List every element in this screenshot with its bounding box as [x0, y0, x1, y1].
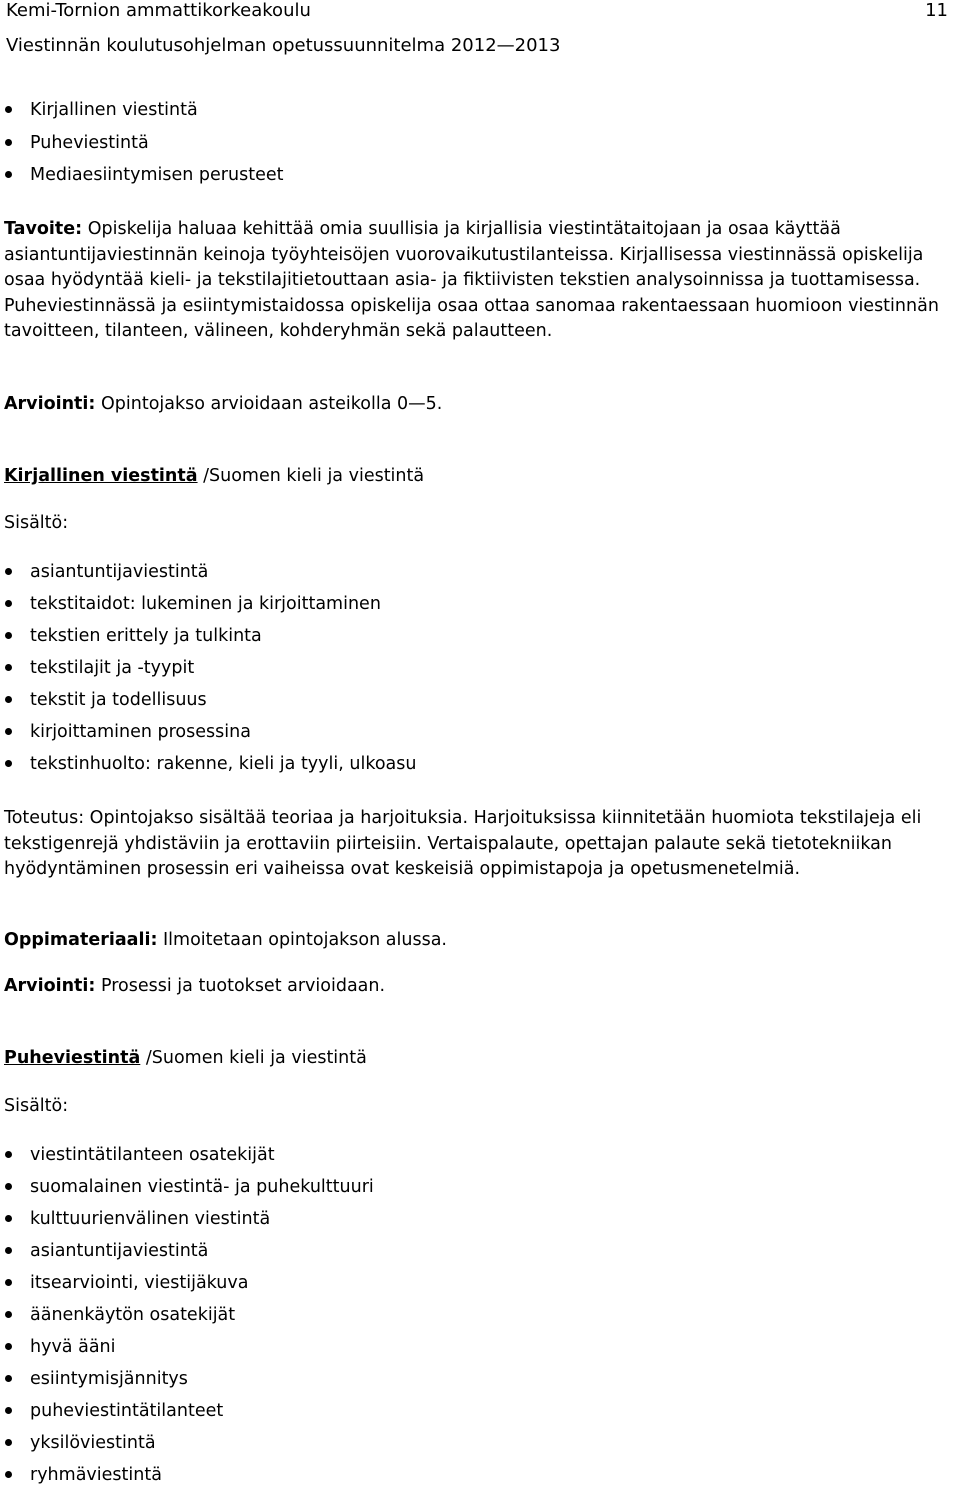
- list-item: viestintätilanteen osatekijät: [0, 1139, 374, 1171]
- list-item: Kirjallinen viestintä: [0, 94, 283, 127]
- materials-label: Oppimateriaali:: [4, 930, 158, 950]
- written-implementation-paragraph: Toteutus: Opintojakso sisältää teoriaa ja harjoituksia. Harjoituksissa kiinnitetään huomiota tekstilajeja eli tekstigenrejä yhdistäviin ja erottaviin piirteisiin. Vertaispalaute, opettajan palaute sekä tietotekniikan hyödyntäminen prosessin eri vaiheissa ovat keskeisiä oppimistapoja ja opetusmenetelmiä.: [4, 808, 922, 880]
- list-item: asiantuntijaviestintä: [0, 556, 416, 588]
- oral-content-list: [0, 1139, 374, 1491]
- list-item: tekstit ja todellisuus: [0, 684, 416, 716]
- assessment-text: Opintojakso arvioidaan asteikolla 0—5.: [95, 394, 443, 414]
- list-item: Mediaesiintymisen perusteet: [0, 159, 283, 192]
- written-assessment-line: [4, 976, 385, 996]
- list-item: suomalainen viestintä- ja puhekulttuuri: [0, 1171, 374, 1203]
- written-assessment-text: Prosessi ja tuotokset arvioidaan.: [95, 976, 386, 996]
- written-assessment-label: Arviointi:: [4, 976, 96, 996]
- oral-content-label: Sisältö:: [4, 1096, 69, 1116]
- written-section-heading: [4, 466, 424, 486]
- written-content-list: [0, 556, 416, 780]
- written-section-subject: /Suomen kieli ja viestintä: [197, 466, 425, 486]
- list-item: puheviestintätilanteet: [0, 1395, 374, 1427]
- intro-course-list: [0, 94, 283, 192]
- assessment-line: [4, 394, 442, 414]
- written-materials-line: [4, 930, 447, 950]
- list-item: kirjoittaminen prosessina: [0, 716, 416, 748]
- list-item: hyvä ääni: [0, 1331, 374, 1363]
- goal-label: Tavoite:: [4, 219, 83, 239]
- goal-text: Opiskelija haluaa kehittää omia suullisia ja kirjallisia viestintätaitojaan ja osaa käyttää asiantuntijaviestinnän keinoja työyhteisöjen vuorovaikutustilanteissa. Kirjallisessa viestinnässä opiskelija osaa hyödyntää kieli- ja tekstilajitietouttaan asia- ja fiktiivisten tekstien analysoinnissa ja tuottamisessa. Puheviestinnässä ja esiintymistaidossa opiskelija osaa ottaa sanomaa rakentaessaan huomioon viestinnän tavoitteen, tilanteen, välineen, kohderyhmän sekä palautteen.: [4, 219, 939, 342]
- written-section-title: Kirjallinen viestintä: [4, 466, 198, 486]
- list-item: ryhmäviestintä: [0, 1459, 374, 1491]
- written-content-label: Sisältö:: [4, 513, 69, 533]
- list-item: itsearviointi, viestijäkuva: [0, 1267, 374, 1299]
- list-item: esiintymisjännitys: [0, 1363, 374, 1395]
- list-item: Puheviestintä: [0, 127, 283, 160]
- curriculum-subtitle: Viestinnän koulutusohjelman opetussuunnitelma 2012—2013: [6, 35, 561, 56]
- materials-text: Ilmoitetaan opintojakson alussa.: [157, 930, 447, 950]
- assessment-label: Arviointi:: [4, 394, 96, 414]
- page-number: 11: [925, 0, 948, 21]
- oral-section-subject: /Suomen kieli ja viestintä: [140, 1048, 367, 1068]
- institution-name: Kemi-Tornion ammattikorkeakoulu: [6, 0, 311, 21]
- list-item: yksilöviestintä: [0, 1427, 374, 1459]
- goal-paragraph: [4, 217, 956, 345]
- list-item: kulttuurienvälinen viestintä: [0, 1203, 374, 1235]
- list-item: äänenkäytön osatekijät: [0, 1299, 374, 1331]
- oral-section-heading: [4, 1048, 367, 1068]
- list-item: asiantuntijaviestintä: [0, 1235, 374, 1267]
- oral-section-title: Puheviestintä: [4, 1048, 141, 1068]
- list-item: tekstilajit ja -tyypit: [0, 652, 416, 684]
- list-item: tekstitaidot: lukeminen ja kirjoittaminen: [0, 588, 416, 620]
- list-item: tekstinhuolto: rakenne, kieli ja tyyli, ulkoasu: [0, 748, 416, 780]
- list-item: tekstien erittely ja tulkinta: [0, 620, 416, 652]
